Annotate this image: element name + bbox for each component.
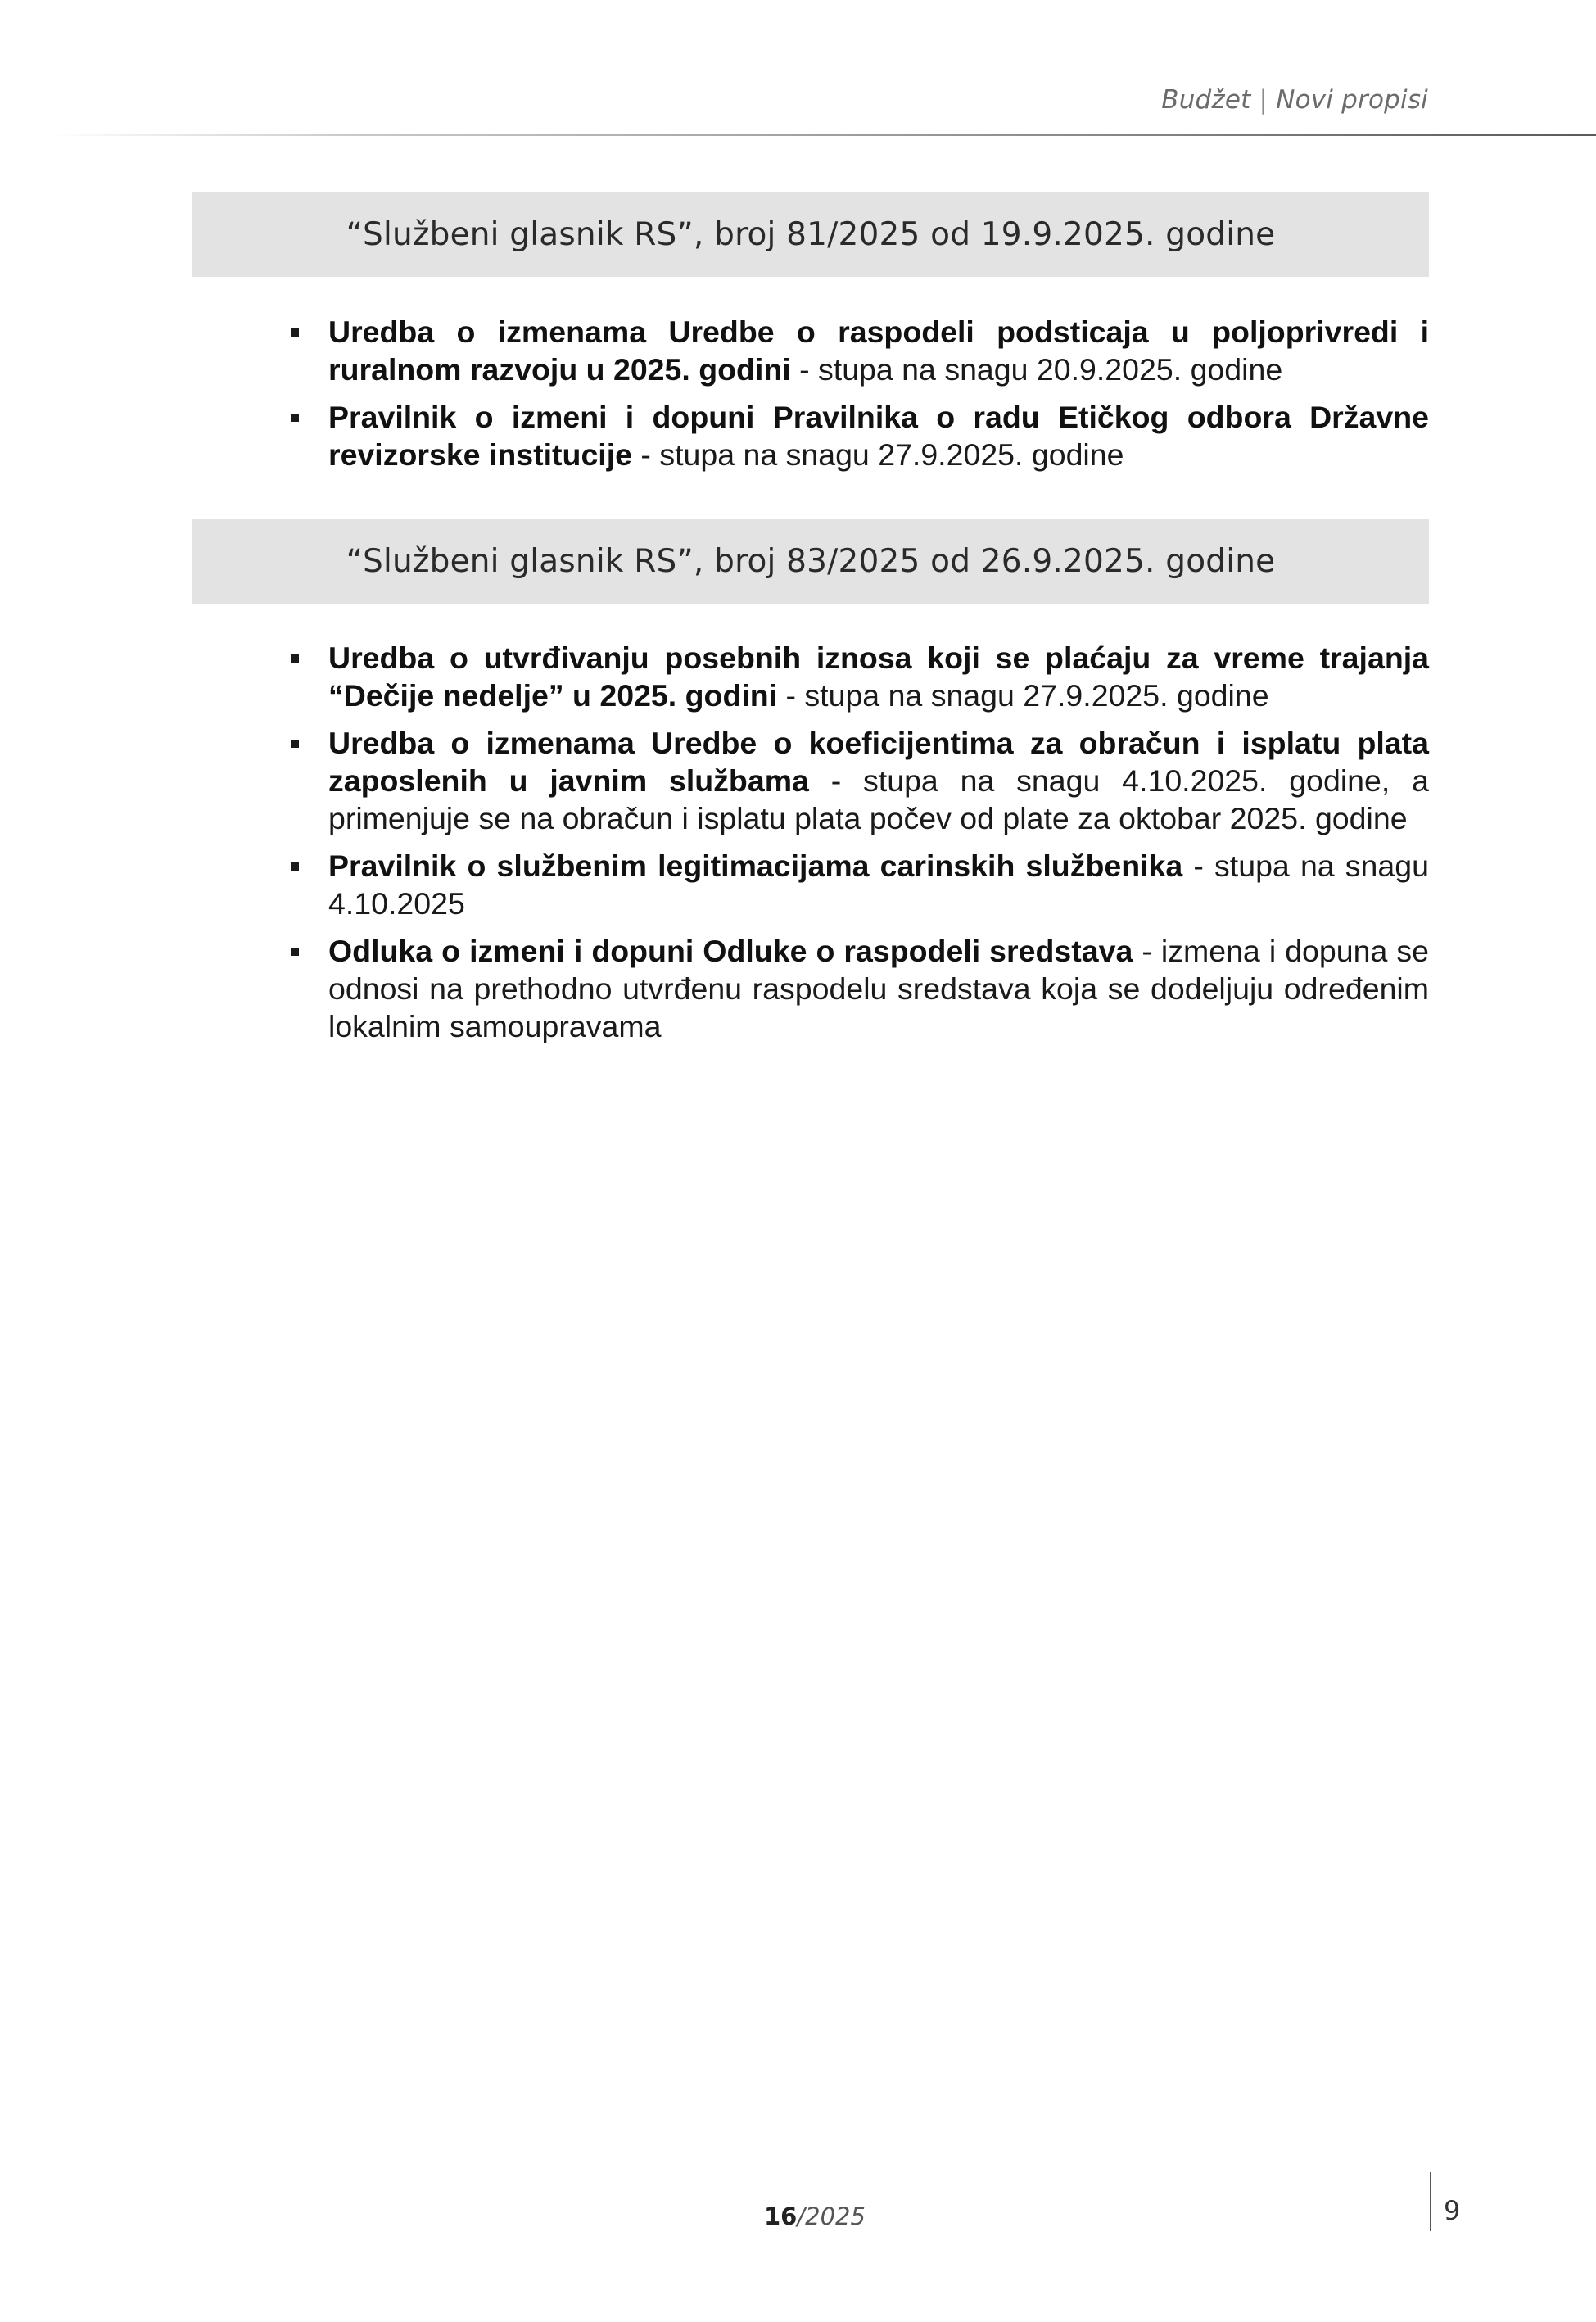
issue-label <box>764 2202 866 2230</box>
regulation-effective-note: - stupa na snagu 4.10.2025 <box>328 849 1429 921</box>
regulation-item <box>328 847 1429 922</box>
header-separator: | <box>1259 85 1268 115</box>
regulation-title: Uredba o utvrđivanju posebnih iznosa koji se plaćaju za vreme trajanja “Dečije nedelje” u 2025. godini <box>328 640 1429 713</box>
square-bullet-icon <box>291 948 299 956</box>
regulation-title: Odluka o izmeni i dopuni Odluke o raspodeli sredstava <box>328 934 1133 968</box>
footer-divider <box>1430 2172 1431 2231</box>
square-bullet-icon <box>291 654 299 663</box>
gazette-banner-83: “Službeni glasnik RS”, broj 83/2025 od 26.9.2025. godine <box>192 519 1429 604</box>
regulation-title: Uredba o izmenama Uredbe o koeficijentima za obračun i isplatu plata zaposlenih u javnim službama <box>328 726 1429 798</box>
regulation-effective-note: - stupa na snagu 4.10.2025. godine, a primenjuje se na obračun i isplatu plata počev od plate za oktobar 2025. godine <box>328 763 1429 835</box>
square-bullet-icon <box>291 862 299 871</box>
regulation-item <box>328 639 1429 714</box>
square-bullet-icon <box>291 740 299 748</box>
regulation-item <box>328 313 1429 388</box>
regulation-item <box>328 724 1429 837</box>
regulation-effective-note: - izmena i dopuna se odnosi na prethodno utvrđenu raspodelu sredstava koja se dodeljuju određenim lokalnim samoupravama <box>328 934 1429 1043</box>
page-number: 9 <box>1444 2195 1461 2226</box>
regulation-title: Pravilnik o izmeni i dopuni Pravilnika o radu Etičkog odbora Državne revizorske institucije <box>328 400 1429 472</box>
header-subsection: Novi propisi <box>1276 85 1428 115</box>
regulation-title: Pravilnik o službenim legitimacijama carinskih službenika <box>328 849 1183 883</box>
regulation-list-83 <box>328 639 1429 1055</box>
regulation-item <box>328 398 1429 473</box>
square-bullet-icon <box>291 414 299 422</box>
gazette-banner-81: “Službeni glasnik RS”, broj 81/2025 od 19.9.2025. godine <box>192 192 1429 277</box>
regulation-effective-note: - stupa na snagu 27.9.2025. godine <box>632 437 1124 472</box>
regulation-title: Uredba o izmenama Uredbe o raspodeli podsticaja u poljoprivredi i ruralnom razvoju u 2025. godini <box>328 315 1429 387</box>
header-section: Budžet <box>1161 85 1251 115</box>
issue-year: /2025 <box>797 2202 866 2230</box>
issue-number: 16 <box>764 2202 798 2230</box>
header-rule <box>49 134 1596 136</box>
regulation-item <box>328 932 1429 1045</box>
regulation-effective-note: - stupa na snagu 27.9.2025. godine <box>777 678 1269 713</box>
square-bullet-icon <box>291 328 299 337</box>
regulation-effective-note: - stupa na snagu 20.9.2025. godine <box>790 352 1283 387</box>
regulation-list-81 <box>328 313 1429 483</box>
running-header <box>1161 85 1428 115</box>
